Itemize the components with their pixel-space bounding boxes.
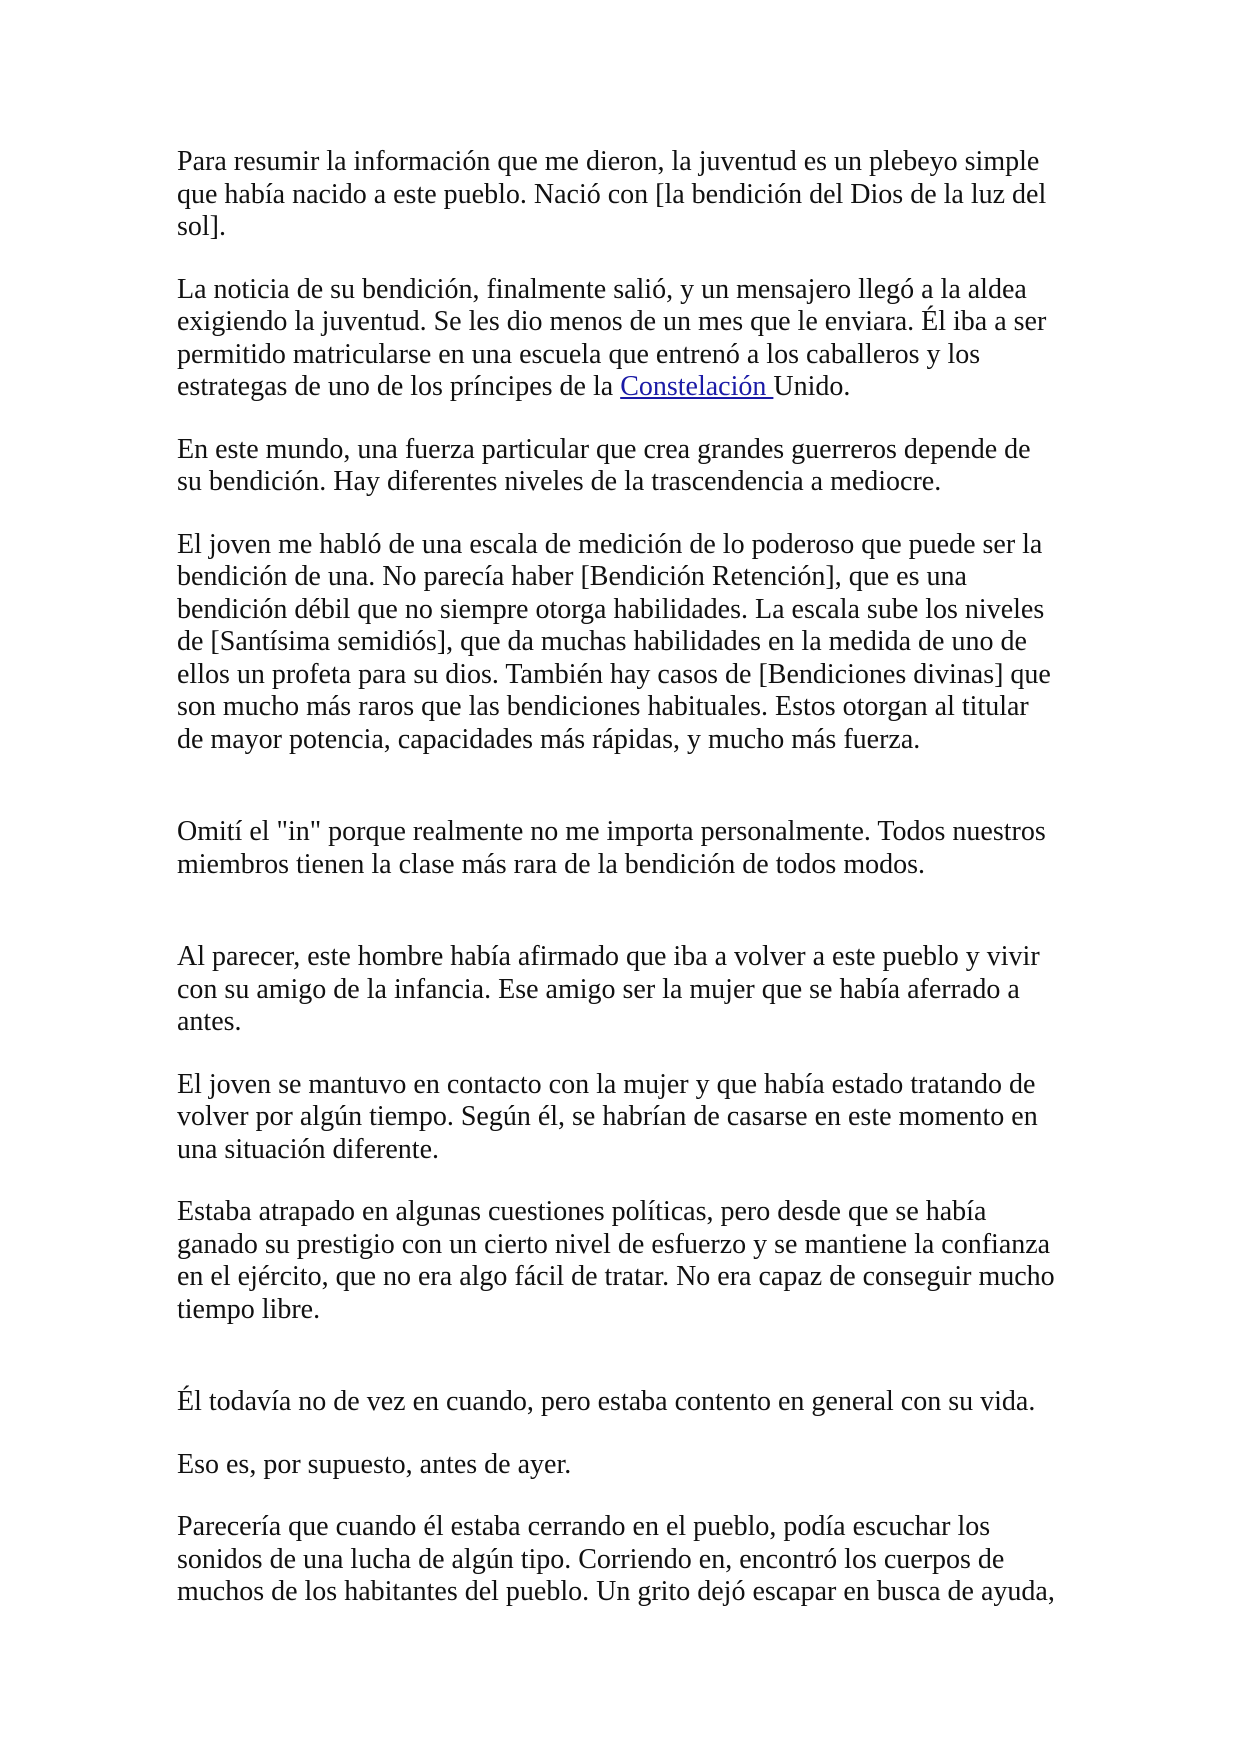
paragraph-spacer (177, 1039, 1077, 1069)
paragraph-9: Él todavía no de vez en cuando, pero estaba contento en general con su vida. (177, 1386, 1036, 1417)
paragraph-spacer (177, 881, 1077, 941)
paragraph-spacer (177, 244, 1077, 274)
paragraph-11: Parecería que cuando él estaba cerrando en el pueblo, podía escuchar los sonidos de una lucha de algún tipo. Corriendo en, encontró los cuerpos de muchos de los habitantes del pueblo. Un grito dejó escapar en busca de ayuda, (177, 1511, 1055, 1607)
paragraph-spacer (177, 1419, 1077, 1449)
paragraph-2-text-after: Unido. (773, 371, 851, 402)
paragraph-2-text-before: La noticia de su bendición, finalmente salió, y un mensajero llegó a la aldea exigiendo la juventud. Se les dio menos de un mes que le enviara. Él iba a ser permitido matricularse en una escuela que entrenó a los caballeros y los estrategas de uno de los príncipes de la (177, 273, 1047, 402)
document-page (177, 146, 1077, 1609)
paragraph-3: En este mundo, una fuerza particular que crea grandes guerreros depende de su bendición. Hay diferentes niveles de la trascendencia a mediocre. (177, 433, 1031, 497)
paragraph-1: Para resumir la información que me dieron, la juventud es un plebeyo simple que había nacido a este pueblo. Nació con [la bendición del Dios de la luz del sol]. (177, 146, 1047, 242)
paragraph-8: Estaba atrapado en algunas cuestiones políticas, pero desde que se había ganado su prestigio con un cierto nivel de esfuerzo y se mantiene la confianza en el ejército, que no era algo fácil de tratar. No era capaz de conseguir mucho tiempo libre. (177, 1196, 1055, 1325)
paragraph-2 (177, 274, 1077, 404)
paragraph-5: Omití el "in" porque realmente no me importa personalmente. Todos nuestros miembros tienen la clase más rara de la bendición de todos modos. (177, 816, 1046, 880)
constelacion-link[interactable]: Constelación (620, 371, 774, 402)
paragraph-spacer (177, 1481, 1077, 1511)
paragraph-7: El joven se mantuvo en contacto con la mujer y que había estado tratando de volver por algún tiempo. Según él, se habrían de casarse en este momento en una situación diferente. (177, 1068, 1038, 1165)
paragraph-6: Al parecer, este hombre había afirmado que iba a volver a este pueblo y vivir con su amigo de la infancia. Ese amigo ser la mujer que se había aferrado a antes. (177, 941, 1040, 1037)
paragraph-spacer (177, 499, 1077, 529)
paragraph-4: El joven me habló de una escala de medición de lo poderoso que puede ser la bendición de una. No parecía haber [Bendición Retención], que es una bendición débil que no siempre otorga habilidades. La escala sube los niveles de [Santísima semidiós], que da muchas habilidades en la medida de uno de ellos un profeta para su dios. También hay casos de [Bendiciones divinas] que son mucho más raros que las bendiciones habituales. Estos otorgan al titular de mayor potencia, capacidades más rápidas, y mucho más fuerza. (177, 528, 1051, 755)
paragraph-10: Eso es, por supuesto, antes de ayer. (177, 1448, 572, 1480)
paragraph-spacer (177, 1326, 1077, 1386)
paragraph-spacer (177, 1166, 1077, 1196)
paragraph-spacer (177, 404, 1077, 434)
paragraph-spacer (177, 756, 1077, 816)
